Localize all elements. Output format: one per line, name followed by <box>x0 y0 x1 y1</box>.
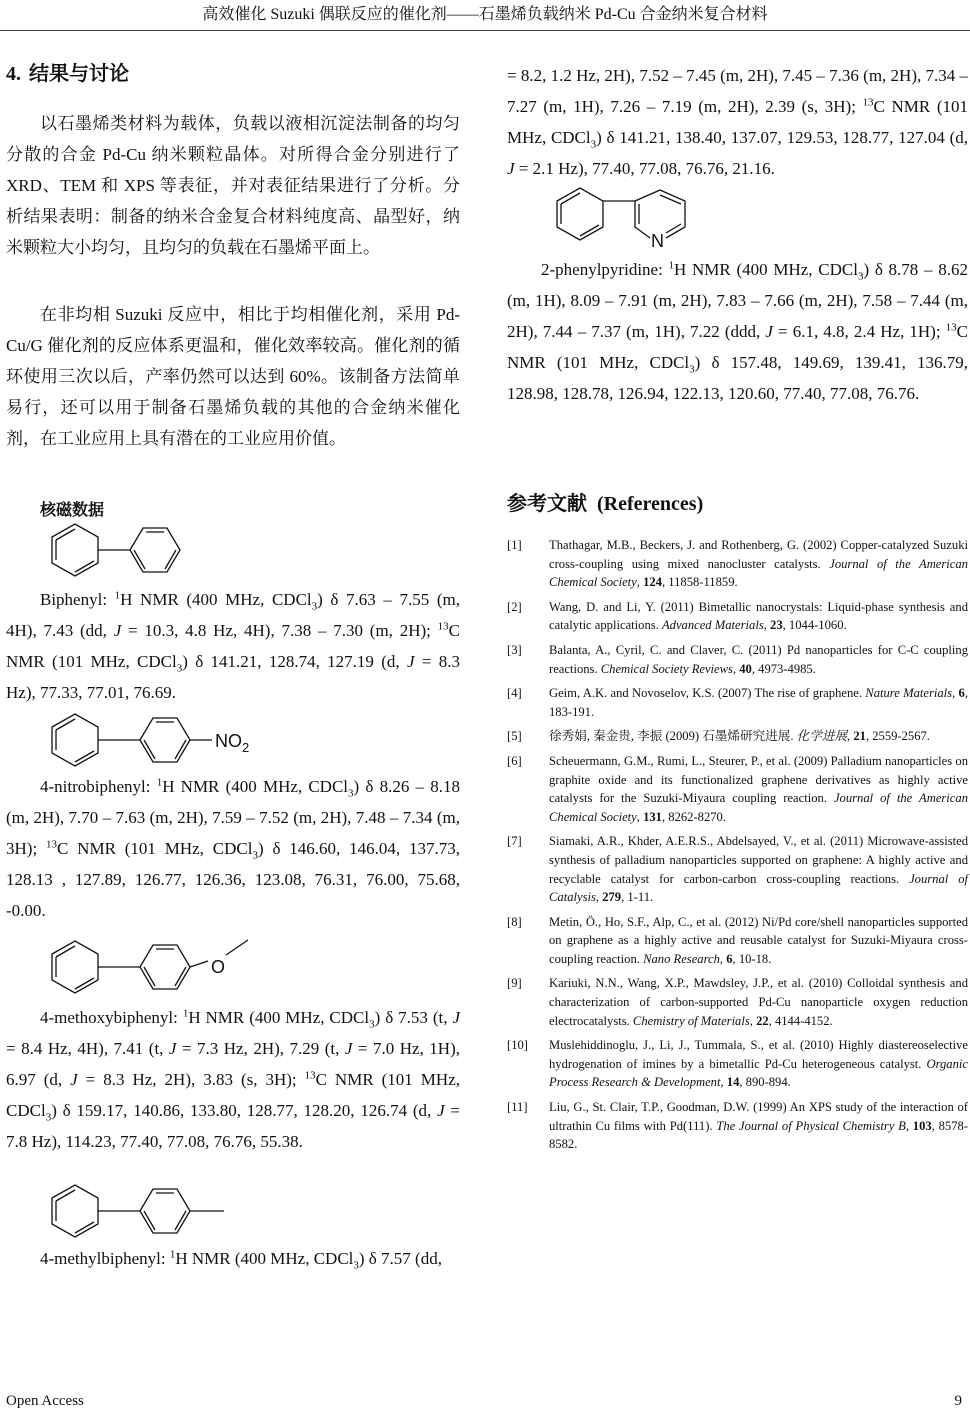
reference-item: [11] Liu, G., St. Clair, T.P., Goodman, D.W. (1999) An XPS study of the interaction of ultrathin Cu films with Pd(111). The Journal of Physical Chemistry B, 103, 8578-8582. <box>507 1100 968 1152</box>
nmr-methylbiphenyl-start: 4-methylbiphenyl: $^1$H NMR (400 MHz, CDCl$_3$) δ 7.57 (dd, <box>40 1248 442 1272</box>
section-number: 4. <box>6 63 21 85</box>
reference-item: [6] Scheuermann, G.M., Rumi, L., Steurer, P., et al. (2009) Palladium nanoparticles on graphite oxide and its functionalized graphene derivatives as highly active catalysts for the Suzuki-Miyaura coupling reaction. Journal of the American Chemical Society, 131, 8262-8270. <box>507 753 968 824</box>
nmr-methylbiphenyl-cont: = 8.2, 1.2 Hz, 2H), 7.52 – 7.45 (m, 2H), 7.45 – 7.36 (m, 2H), 7.34 – 7.27 (m, 1H), 7.26 – 7.19 (m, 2H), 2.39 (s, 3H); $^{13}$C NMR (101 MHz, CDCl$_3$) δ 141.21, 138.40, 137.07, 129.53, 128.77, 127.04 (d, J = 2.1 Hz), 77.40, 77.08, 76.76, 21.16. <box>507 66 968 178</box>
section-heading <box>6 61 129 87</box>
section-title: 结果与讨论 <box>29 63 129 85</box>
reference-item: [7] Siamaki, A.R., Khder, A.E.R.S., Abdelsayed, V., et al. (2011) Microwave-assisted synthesis of palladium nanoparticles supported on graphene: A highly active and recyclable catalyst for carbon-carbon cross-coupling reactions. Journal of Catalysis, 279, 1-11. <box>507 834 969 905</box>
header-rule <box>0 30 970 31</box>
nitro-label: $NO_2$ <box>215 731 250 755</box>
biphenyl-structure <box>40 522 200 584</box>
running-header: 高效催化 Suzuki 偶联反应的催化剂——石墨烯负载纳米 Pd-Cu 合金纳米复合材料 <box>202 6 768 23</box>
nitrobiphenyl-structure <box>40 712 270 774</box>
reference-item: [2] Wang, D. and Li, Y. (2011) Bimetallic nanocrystals: Liquid-phase synthesis and catalytic applications. Advanced Materials, 23, 1044-1060. <box>507 599 968 633</box>
reference-item: [9] Kariuki, N.N., Wang, X.P., Mawdsley, J.P., et al. (2010) Colloidal synthesis and characterization of carbon-supported Pd-Cu nanoparticle oxygen reduction electrocatalysts. Chemistry of Materials, 22, 4144-4152. <box>507 976 968 1028</box>
references-title-en: (References) <box>597 493 704 515</box>
methylbiphenyl-structure <box>40 1183 240 1245</box>
reference-item: [4] Geim, A.K. and Novoselov, K.S. (2007) The rise of graphene. Nature Materials, 6, 183-191. <box>507 686 968 719</box>
nmr-nitrobiphenyl: 4-nitrobiphenyl: $^1$H NMR (400 MHz, CDCl$_3$) δ 8.26 – 8.18 (m, 2H), 7.70 – 7.63 (m, 2H), 7.59 – 7.52 (m, 2H), 7.48 – 7.34 (m, 3H); $^{13}$C NMR (101 MHz, CDCl$_3$) δ 146.60, 146.04, 137.73, 128.13 , 127.89, 126.77, 126.36, 123.08, 76.31, 76.00, 75.68, -0.00. <box>6 776 461 920</box>
references-title-cn: 参考文献 <box>507 493 587 515</box>
paragraph-2: 在非均相 Suzuki 反应中，相比于均相催化剂，采用 Pd-Cu/G 催化剂的反应体系更温和，催化效率较高。催化剂的循环使用三次以后，产率仍然可以达到 60%。该制备方法简单易行，还可以用于制备石墨烯负载的其他的合金纳米催化剂，在工业应用上具有潜在的工业应用价值。 <box>6 305 460 448</box>
pyridine-n-label: N <box>651 231 664 251</box>
reference-item: [10] Muslehiddinoglu, J., Li, J., Tummala, S., et al. (2010) Highly diastereoselective hydrogenation of imines by a bimetallic Pd-Cu heterogeneous catalyst. Organic Process Research & Development, 14, 890-894. <box>507 1038 968 1090</box>
references-heading <box>507 491 703 517</box>
nmr-methoxybiphenyl: 4-methoxybiphenyl: $^1$H NMR (400 MHz, CDCl$_3$) δ 7.53 (t, J = 8.4 Hz, 4H), 7.41 (t, J = 7.3 Hz, 2H), 7.29 (t, J = 7.0 Hz, 1H), 6.97 (d, J = 8.3 Hz, 2H), 3.83 (s, 3H); $^{13}$C NMR (101 MHz, CDCl$_3$) δ 159.17, 140.86, 133.80, 128.77, 128.20, 126.74 (d, J = 7.8 Hz), 114.23, 77.40, 77.08, 76.76, 55.38. <box>6 1007 460 1151</box>
methoxy-o-label: O <box>211 957 226 977</box>
nmr-phenylpyridine: 2-phenylpyridine: $^1$H NMR (400 MHz, CDCl$_3$) δ 8.78 – 8.62 (m, 1H), 8.09 – 7.91 (m, 2H), 7.83 – 7.66 (m, 2H), 7.58 – 7.44 (m, 2H), 7.44 – 7.37 (m, 1H), 7.22 (ddd, J = 6.1, 4.8, 2.4 Hz, 1H); $^{13}$C NMR (101 MHz, CDCl$_3$) δ 157.48, 149.69, 139.41, 136.79, 128.98, 128.78, 126.94, 122.13, 120.60, 77.40, 77.08, 76.76. <box>507 259 969 403</box>
reference-item: [1] Thathagar, M.B., Beckers, J. and Rothenberg, G. (2002) Copper-catalyzed Suzuki cross-coupling using mixed nanocluster catalysts. Journal of the American Chemical Society, 124, 11858-11859. <box>507 538 968 590</box>
footer-open-access: Open Access <box>6 1393 84 1409</box>
reference-item: [5] 徐秀娟, 秦金贵, 李振 (2009) 石墨烯研究进展. 化学进展, 21, 2559-2567. <box>507 729 930 744</box>
page-number: 9 <box>954 1393 962 1409</box>
nmr-biphenyl: Biphenyl: $^1$H NMR (400 MHz, CDCl$_3$) δ 7.63 – 7.55 (m, 4H), 7.43 (dd, J = 10.3, 4.8 Hz, 4H), 7.38 – 7.30 (m, 2H); $^{13}$C NMR (101 MHz, CDCl$_3$) δ 141.21, 128.74, 127.19 (d, J = 8.3 Hz), 77.33, 77.01, 76.69. <box>6 589 460 702</box>
reference-item: [8] Metin, Ö., Ho, S.F., Alp, C., et al. (2012) Ni/Pd core/shell nanoparticles supported on graphene as a highly active and reusable catalyst for Suzuki-Miyaura cross-coupling reaction. Nano Research, 6, 10-18. <box>507 914 968 966</box>
paragraph-1: 以石墨烯类材料为载体，负载以液相沉淀法制备的均匀分散的合金 Pd-Cu 纳米颗粒晶体。对所得合金分别进行了 XRD、TEM 和 XPS 等表征，并对表征结果进行了分析。分析结果表明：制备的纳米合金复合材料纯度高、晶型好，纳米颗粒大小均匀，且均匀的负载在石墨烯平面上。 <box>6 114 460 257</box>
reference-item: [3] Balanta, A., Cyril, C. and Claver, C. (2011) Pd nanoparticles for C-C coupling reactions. Chemical Society Reviews, 40, 4973-4985. <box>507 642 968 676</box>
reference-list <box>507 536 968 1160</box>
nmr-heading: 核磁数据 <box>40 500 105 519</box>
methoxybiphenyl-structure <box>40 933 260 1005</box>
phenylpyridine-structure <box>545 186 715 252</box>
